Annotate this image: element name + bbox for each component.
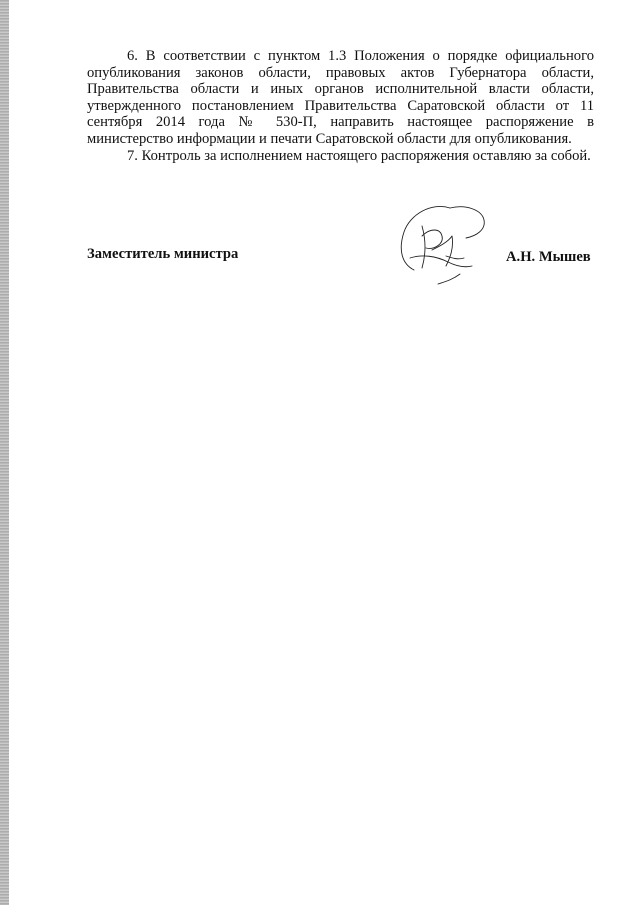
paragraph-7: 7. Контроль за исполнением настоящего распоряжения оставляю за собой. bbox=[127, 147, 591, 164]
handwritten-signature bbox=[392, 196, 490, 292]
document-body bbox=[87, 48, 594, 164]
scan-edge-artifact bbox=[0, 0, 9, 905]
paragraph-6: 6. В соответствии с пунктом 1.3 Положения о порядке официального опубликования законов области, правовых актов Губернатора области, Правительства области и иных органов исполнительной власти области, утвержденного постановлением Правительства Саратовской области от 11 сентября 2014 года № 530-П, направить настоящее распоряжение в министерство информации и печати Саратовской области для опубликования. bbox=[87, 48, 594, 147]
signatory-name: А.Н. Мышев bbox=[506, 249, 591, 265]
signatory-title: Заместитель министра bbox=[87, 246, 239, 262]
